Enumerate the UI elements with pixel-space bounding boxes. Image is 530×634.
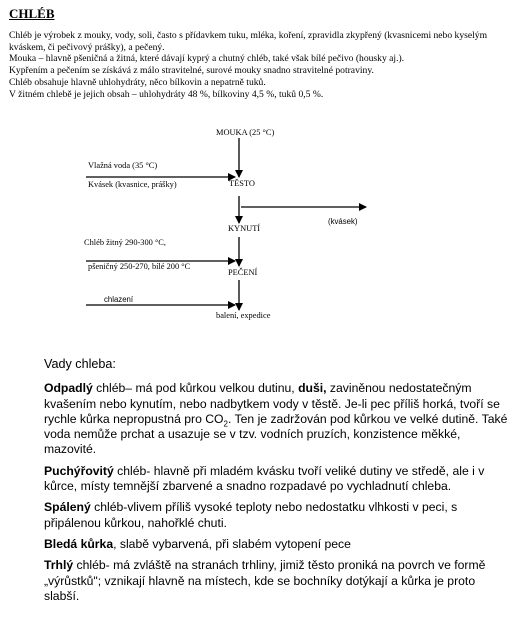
label-peceni: PEČENÍ [228,268,258,277]
section-heading: Vady chleba: [44,357,116,371]
label-chleb-zitny: Chléb žitný 290-300 °C, [84,238,166,247]
intro-text [9,30,524,100]
label-kynuti: KYNUTÍ [228,224,261,233]
intro-line: Chléb obsahuje hlavně uhlohydráty, něco bílkovin a nepatrně tuků. [9,76,266,88]
intro-line: Chléb je výrobek z mouky, vody, soli, často s přídavkem tuku, mléka, koření, zpravidla zkypřený (kvasnicemi nebo kyselým kváskem, či pečivový prášky), a pečený. [9,30,488,53]
defect-item [44,500,510,531]
defect-item [44,558,510,604]
defect-text: , slabě vybarvená, při slabém vytopení pece [113,536,351,551]
bread-defects [44,357,510,610]
intro-line: Mouka – hlavně pšeničná a žitná, které dávají kyprý a chutný chléb, také však bílé pečivo (housky aj.). [9,53,405,65]
defect-text: chléb– má pod kůrkou velkou dutinu, [92,381,299,396]
defect-text: chléb-vlivem příliš vysoké teploty nebo nedostatku vlhkosti v peci, s připálenou kůrkou, nahořklé chuti. [44,500,458,530]
defect-term: Puchýřovitý [44,463,114,478]
label-chlazeni: chlazení [104,295,134,304]
defect-text: . Ten je zadržován pod kůrkou ve velké dutině. Také voda nemůže prchat a usazuje se v tzv. vodních pruzích, konzistence měkké, mazovité. [44,411,508,457]
defect-term: Bledá kůrka [44,536,114,551]
defect-text: zaviněnou nedostatečným kvašením nebo kynutím, nebo nadbytkem vody v těstě. Je-li pec příliš horká, tvoří se rychle kůrka nepropustná pro CO [44,381,500,426]
label-kvasek: Kvásek (kvasnice, prášky) [88,180,177,189]
label-psenicny: pšeničný 250-270, bílé 200 °C [88,262,191,271]
label-baleni: balení, expedice [216,311,271,320]
defect-text: chléb- hlavně při mladém kvásku tvoří veliké dutiny ve středě, ale i v kůrce, místy temnější zbarvené a snadno rozpadavé po vychladnutí chleba. [44,463,485,494]
defect-text: chléb- má zvláště na stranách trhliny, jimiž těsto proniká na povrch ve formě „výrůstků"; vznikají hlavně na místech, kde se bochníky dotýkají a kůrka je proto slabší. [44,558,486,603]
intro-line: V žitném chlebě je jejich obsah – uhlohydráty 48 %, bílkoviny 4,5 %, tuků 0,5 %. [9,88,324,100]
defect-item [44,537,510,552]
defect-item [44,381,510,457]
defect-term: Spálený [44,500,91,515]
label-testo: TĚSTO [229,179,255,188]
page-title: CHLÉB [9,6,55,21]
label-kvasek-out: (kvásek) [328,217,358,226]
label-mouka: MOUKA (25 °C) [216,128,275,137]
label-voda: Vlažná voda (35 °C) [88,161,158,170]
process-diagram [0,118,530,343]
intro-line: Kypřením a pečením se získává z málo stravitelné, surové mouky snadno stravitelné potraviny. [9,65,374,77]
subscript: 2 [223,419,228,429]
defect-term: Trhlý [44,558,74,573]
defect-term: Odpadlý [44,381,93,396]
defect-term: duši, [298,381,327,396]
defect-item [44,464,510,495]
